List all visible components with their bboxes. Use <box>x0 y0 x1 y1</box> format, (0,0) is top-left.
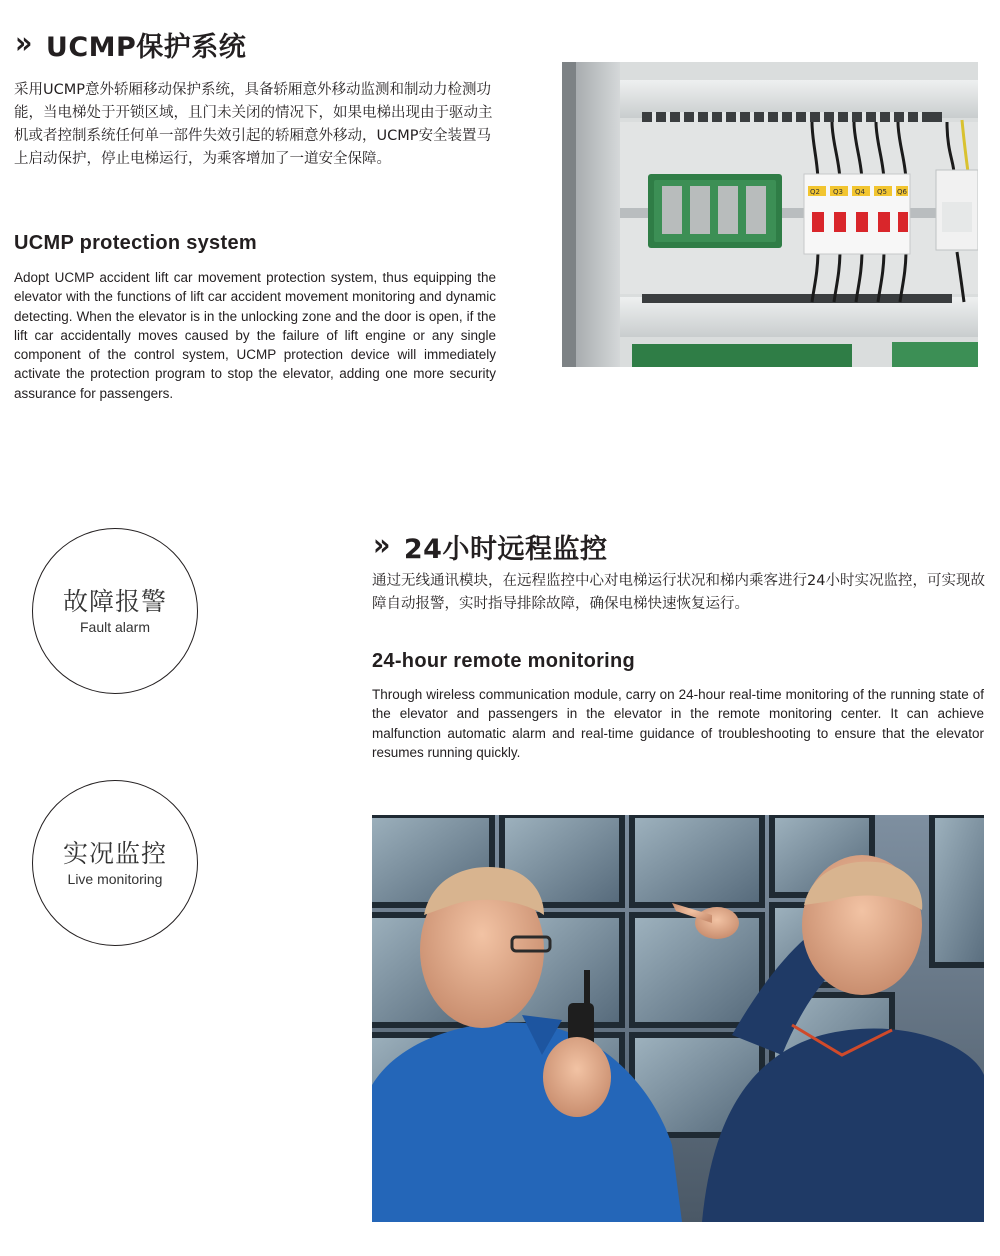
remote-title-cn: 24小时远程监控 <box>403 533 608 565</box>
double-chevron-right-icon: » <box>14 26 33 61</box>
ucmp-title-cn: UCMP保护系统 <box>45 31 247 63</box>
breaker-label-q6: Q6 <box>897 188 907 196</box>
feature-fault-alarm-en: Fault alarm <box>79 619 151 635</box>
double-chevron-right-icon: » <box>372 528 391 563</box>
monitoring-center-photo <box>372 815 984 1222</box>
remote-description-cn: 通过无线通讯模块，在远程监控中心对电梯运行状况和梯内乘客进行24小时实况监控，可实现故障自动报警，实时指导排除故障，确保电梯快速恢复运行。 <box>372 573 985 612</box>
feature-live-monitoring-cn: 实况监控 <box>62 839 167 868</box>
remote-description-en: Through wireless communication module, carry on 24-hour real-time monitoring of the running state of the elevator and passengers in the elevator in the remote monitoring center. It can achieve malfunction automatic alarm and real-time guidance of troubleshooting to ensure that the elevator resumes running quickly. <box>372 687 984 760</box>
ucmp-heading-cn <box>14 26 246 62</box>
ucmp-description-en: Adopt UCMP accident lift car movement protection system, thus equipping the elevator with the functions of lift car accident movement monitoring and dynamic detecting. When the elevator is in the unlocking zone and the door is open, if the lift car accidentally moves caused by the failure of lift engine or any single component of the control system, UCMP protection device will immediately activate the protection program to stop the elevator, adding one more security assurance for passengers. <box>14 270 496 401</box>
breaker-label-q3: Q3 <box>833 188 843 196</box>
control-cabinet-illustration <box>562 62 978 367</box>
remote-title-en: 24-hour remote monitoring <box>372 650 636 672</box>
ucmp-title-en: UCMP protection system <box>14 232 257 254</box>
breaker-label-q2: Q2 <box>810 188 820 196</box>
control-cabinet-photo <box>562 62 978 367</box>
remote-heading-cn <box>372 528 607 564</box>
feature-fault-alarm <box>32 528 198 694</box>
monitoring-center-illustration <box>372 815 984 1222</box>
breaker-label-q4: Q4 <box>855 188 865 196</box>
feature-fault-alarm-cn: 故障报警 <box>62 587 167 616</box>
breaker-label-q5: Q5 <box>877 188 887 196</box>
feature-live-monitoring <box>32 780 198 946</box>
ucmp-description-cn: 采用UCMP意外轿厢移动保护系统，具备轿厢意外移动监测和制动力检测功能，当电梯处于开锁区域，且门未关闭的情况下，如果电梯出现由于驱动主机或者控制系统任何单一部件失效引起的轿厢意外移动，UCMP安全装置马上启动保护，停止电梯运行，为乘客增加了一道安全保障。 <box>14 82 493 167</box>
feature-live-monitoring-en: Live monitoring <box>67 871 163 887</box>
